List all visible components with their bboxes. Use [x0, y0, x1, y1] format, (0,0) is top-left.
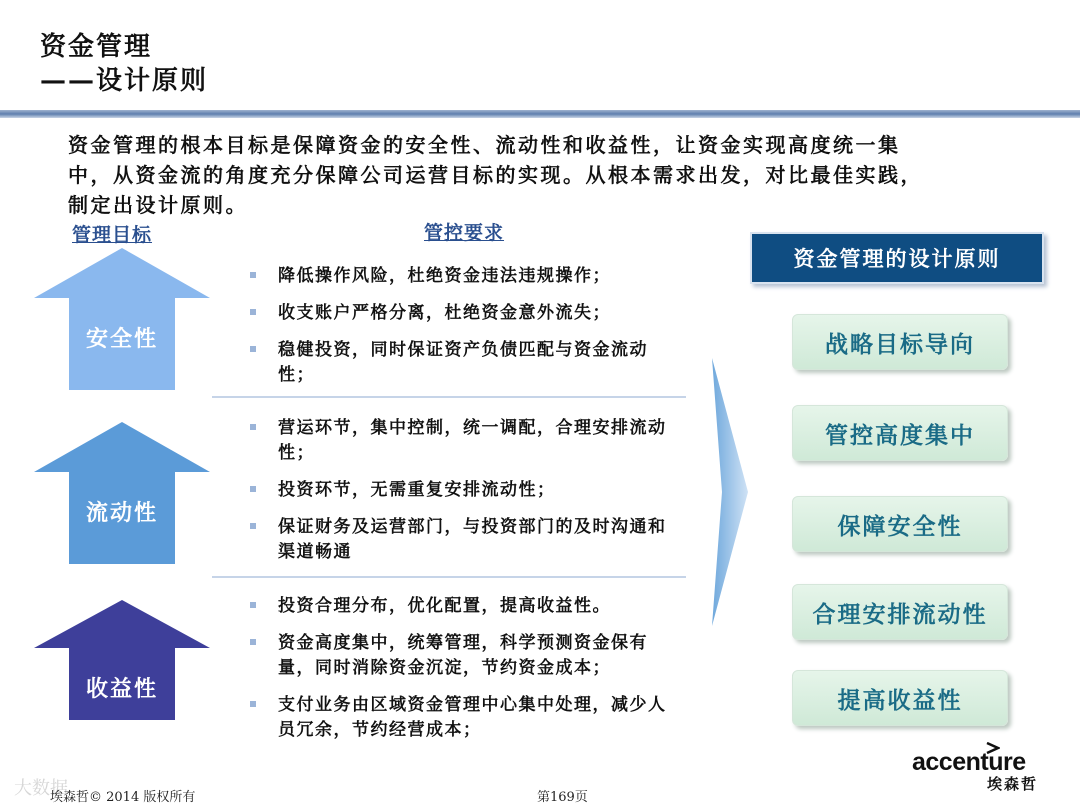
bullet-icon — [250, 346, 256, 352]
principle-item: 提高收益性 — [792, 670, 1008, 726]
logo-chevron-icon — [986, 742, 1000, 754]
copyright-text: 埃森哲© 2014 版权所有 — [50, 790, 196, 805]
list-item — [248, 301, 678, 326]
bullet-icon — [250, 602, 256, 608]
requirement-text: 保证财务及运营部门，与投资部门的及时沟通和渠道畅通 — [278, 517, 667, 562]
bullet-icon — [250, 523, 256, 529]
goal-label: 收益性 — [85, 676, 158, 702]
page-title — [40, 30, 208, 98]
bullet-icon — [250, 701, 256, 707]
requirement-text: 收支账户严格分离，杜绝资金意外流失； — [278, 303, 611, 323]
list-item — [248, 631, 678, 681]
list-item — [248, 478, 678, 503]
list-item — [248, 693, 678, 743]
requirement-text: 支付业务由区域资金管理中心集中处理，减少人员冗余，节约经营成本； — [278, 695, 667, 740]
principles-heading: 资金管理的设计原则 — [750, 232, 1044, 284]
page-number: 第169页 — [537, 790, 588, 805]
principle-item: 保障安全性 — [792, 496, 1008, 552]
principle-item: 合理安排流动性 — [792, 584, 1008, 640]
bullet-icon — [250, 486, 256, 492]
requirement-text: 降低操作风险，杜绝资金违法违规操作； — [278, 266, 611, 286]
list-item — [248, 264, 678, 289]
section-divider — [212, 396, 686, 398]
requirements-liquidity — [248, 416, 678, 577]
logo-wordmark: accenture — [912, 748, 1026, 776]
header-divider — [0, 110, 1080, 118]
bullet-icon — [250, 424, 256, 430]
title-main: 资金管理 — [40, 32, 153, 62]
requirement-text: 稳健投资，同时保证资产负债匹配与资金流动性； — [278, 340, 648, 385]
principle-item: 战略目标导向 — [792, 314, 1008, 370]
requirement-text: 营运环节，集中控制，统一调配，合理安排流动性； — [278, 418, 667, 463]
goal-label: 安全性 — [85, 326, 158, 352]
requirement-text: 投资合理分布，优化配置，提高收益性。 — [278, 596, 611, 616]
up-arrow-icon — [34, 248, 210, 390]
list-item — [248, 515, 678, 565]
requirement-text: 投资环节，无需重复安排流动性； — [278, 480, 556, 500]
bullet-icon — [250, 639, 256, 645]
requirement-text: 资金高度集中，统筹管理，科学预测资金保有量，同时消除资金沉淀，节约资金成本； — [278, 633, 648, 678]
up-arrow-icon — [34, 422, 210, 564]
bullet-icon — [250, 272, 256, 278]
list-item — [248, 416, 678, 466]
title-sub: ——设计原则 — [40, 66, 209, 96]
list-item — [248, 594, 678, 619]
requirements-profitability — [248, 594, 678, 755]
intro-text: 资金管理的根本目标是保障资金的安全性、流动性和收益性，让资金实现高度统一集中，从资金流的角度充分保障公司运营目标的实现。从根本需求出发，对比最佳实践，制定出设计原则。 — [68, 133, 923, 217]
chevron-right-icon — [712, 358, 748, 626]
goal-arrow-liquidity — [34, 422, 210, 564]
goal-arrow-profitability — [34, 600, 210, 720]
principle-item: 管控高度集中 — [792, 405, 1008, 461]
section-divider — [212, 576, 686, 578]
goal-arrow-safety — [34, 248, 210, 390]
list-item — [248, 338, 678, 388]
bullet-icon — [250, 309, 256, 315]
accenture-logo — [912, 748, 1052, 794]
goal-label: 流动性 — [85, 500, 158, 526]
control-column-heading: 管控要求 — [424, 222, 505, 244]
requirements-safety — [248, 264, 678, 400]
goal-column-heading: 管理目标 — [72, 224, 153, 246]
watermark: 大数据 — [14, 778, 68, 799]
logo-chinese: 埃森哲 — [986, 775, 1038, 793]
